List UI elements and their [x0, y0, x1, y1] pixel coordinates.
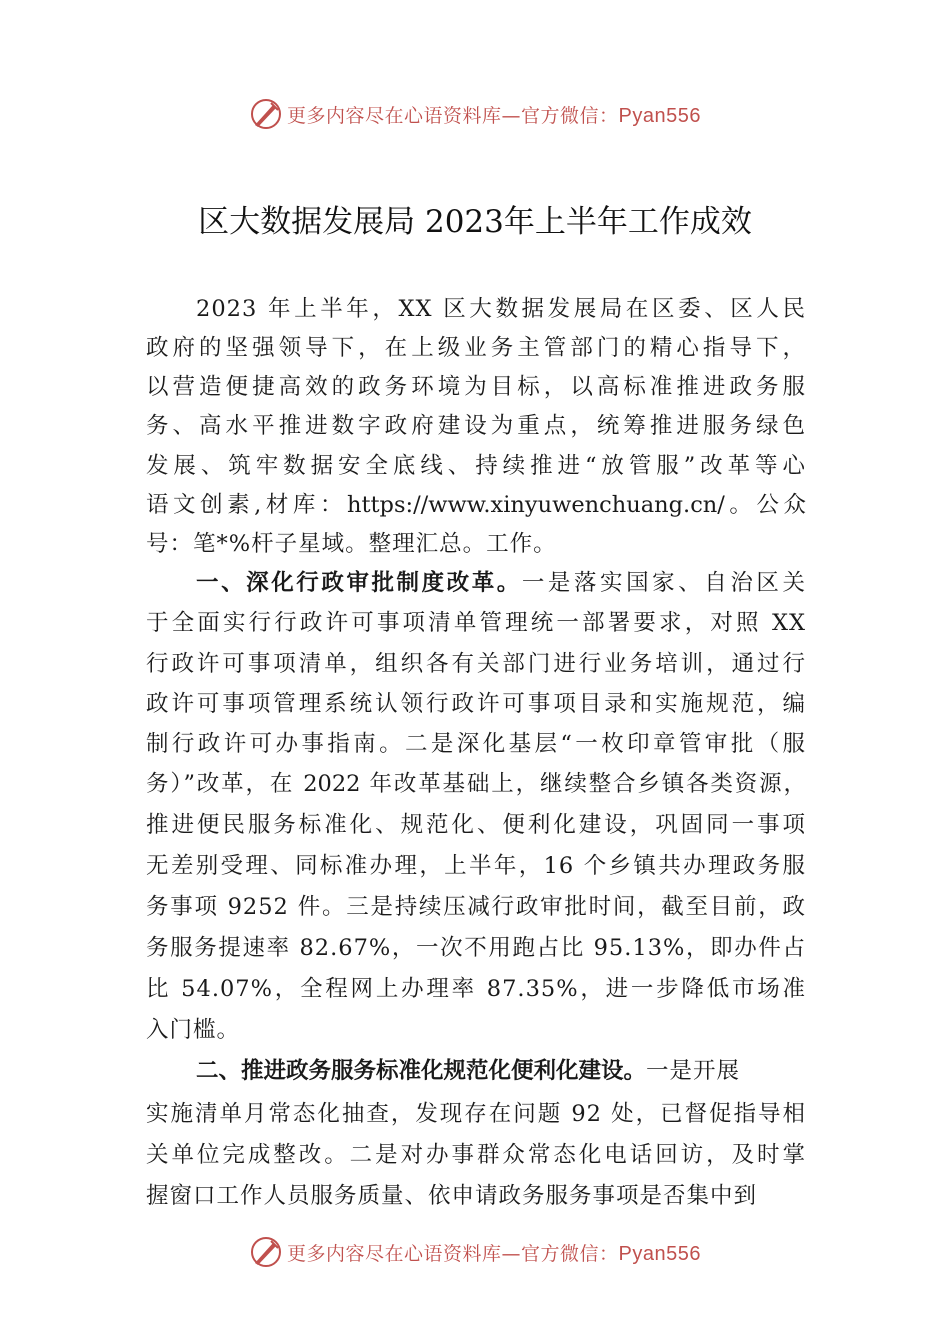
- paragraph-line: 发展、筑牢数据安全底线、持续推进“放管服”改革等心: [146, 453, 806, 479]
- paragraph-line: 行政许可事项清单，组织各有关部门进行业务培训，通过行: [146, 651, 806, 677]
- quill-pen-logo-icon: [249, 97, 283, 131]
- section-heading: 一、深化行政审批制度改革。: [196, 570, 522, 596]
- paragraph-line: 以营造便捷高效的政务环境为目标，以高标准推进政务服: [146, 374, 806, 400]
- quill-pen-logo-icon: [249, 1235, 283, 1269]
- paragraph-line: 入门槛。: [146, 1017, 241, 1043]
- watermark-label: 更多内容尽在心语资料库—官方微信：: [287, 104, 619, 127]
- paragraph-line: 制行政许可办事指南。二是深化基层“一枚印章管审批（服: [146, 731, 806, 757]
- paragraph-line: [196, 563, 806, 603]
- document-title: 区大数据发展局 2023年上半年工作成效: [198, 204, 752, 240]
- paragraph-line: 务）”改革，在 2022 年改革基础上，继续整合乡镇各类资源，: [146, 771, 806, 797]
- paragraph-line: 号：笔*%杆子星域。整理汇总。工作。: [146, 531, 557, 557]
- paragraph-line: [196, 1051, 806, 1091]
- section-heading: 二、推进政务服务标准化规范化便利化建设。: [196, 1058, 647, 1084]
- paragraph-text: 一是开展: [646, 1058, 741, 1084]
- paragraph-line: 关单位完成整改。二是对办事群众常态化电话回访，及时掌: [146, 1142, 806, 1168]
- watermark-text: [287, 1239, 701, 1266]
- paragraph-line: 政许可事项管理系统认领行政许可事项目录和实施规范，编: [146, 691, 806, 717]
- watermark-text: [287, 101, 701, 128]
- paragraph-line: 务、高水平推进数字政府建设为重点，统筹推进服务绿色: [146, 413, 806, 439]
- paragraph-line: 比 54.07%，全程网上办理率 87.35%，进一步降低市场准: [146, 976, 806, 1002]
- paragraph-line: 务服务提速率 82.67%，一次不用跑占比 95.13%，即办件占: [146, 935, 806, 961]
- paragraph-line: 推进便民服务标准化、规范化、便利化建设，巩固同一事项: [146, 812, 806, 838]
- paragraph-line: 务事项 9252 件。三是持续压减行政审批时间，截至目前，政: [146, 894, 806, 920]
- paragraph-line: 政府的坚强领导下，在上级业务主管部门的精心指导下，: [146, 335, 806, 361]
- paragraph-line: 握窗口工作人员服务质量、依申请政务服务事项是否集中到: [146, 1183, 758, 1209]
- wechat-id: Pyan556: [618, 104, 701, 127]
- paragraph-line: 语文创素,材库：https://www.xinyuwenchuang.cn/。公众: [146, 492, 806, 518]
- paragraph-line: 无差别受理、同标准办理，上半年，16 个乡镇共办理政务服: [146, 853, 806, 879]
- header-watermark: [0, 94, 950, 134]
- paragraph-line: 实施清单月常态化抽查，发现存在问题 92 处，已督促指导相: [146, 1101, 806, 1127]
- footer-watermark: [0, 1232, 950, 1272]
- paragraph-line: 于全面实行行政许可事项清单管理统一部署要求，对照 XX: [146, 610, 806, 636]
- watermark-label: 更多内容尽在心语资料库—官方微信：: [287, 1242, 619, 1265]
- wechat-id: Pyan556: [618, 1242, 701, 1265]
- paragraph-line: 2023 年上半年，XX 区大数据发展局在区委、区人民: [196, 296, 806, 322]
- paragraph-text: 一是落实国家、自治区关: [521, 570, 806, 596]
